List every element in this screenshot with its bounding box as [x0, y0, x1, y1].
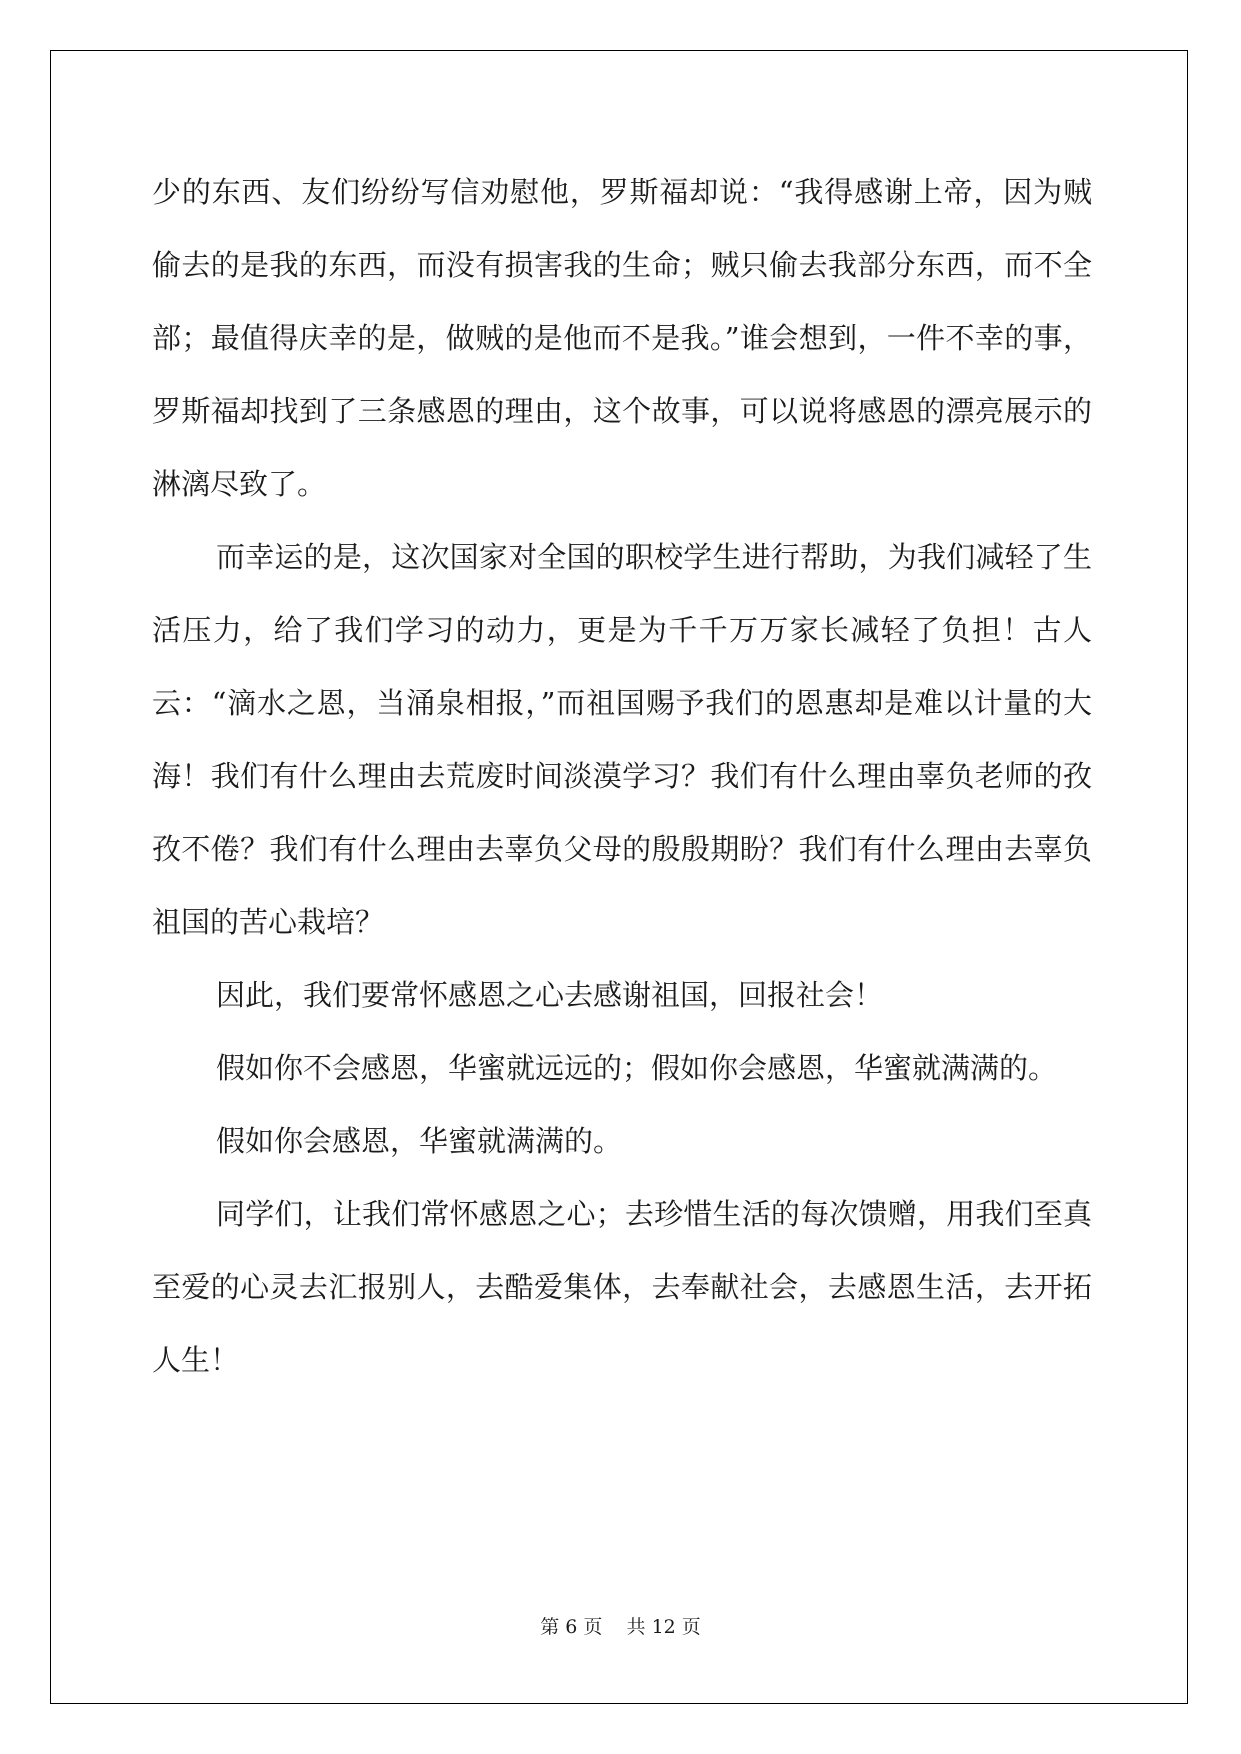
paragraph: 假如你不会感恩，华蜜就远远的；假如你会感恩，华蜜就满满的。	[216, 1051, 1058, 1085]
paragraph-continuation: 少的东西、友们纷纷写信劝慰他，罗斯福却说：“我得感谢上帝，因为贼偷去的是我的东西，而没有损害我的生命；贼只偷去我部分东西，而不全部；最值得庆幸的是，做贼的是他而不是我。”谁会想到，一件不幸的事，罗斯福却找到了三条感恩的理由，这个故事，可以说将感恩的漂亮展示的淋漓尽致了。	[152, 175, 1092, 501]
document-body	[152, 156, 1092, 1397]
paragraph: 因此，我们要常怀感恩之心去感谢祖国，回报社会！	[216, 978, 884, 1012]
paragraph: 而幸运的是，这次国家对全国的职校学生进行帮助，为我们减轻了生活压力，给了我们学习的动力，更是为千千万万家长减轻了负担！古人云：“滴水之恩，当涌泉相报，”而祖国赐予我们的恩惠却是难以计量的大海！我们有什么理由去荒废时间淡漠学习？我们有什么理由辜负老师的孜孜不倦？我们有什么理由去辜负父母的殷殷期盼？我们有什么理由去辜负祖国的苦心栽培？	[152, 540, 1092, 939]
paragraph: 同学们，让我们常怀感恩之心；去珍惜生活的每次馈赠，用我们至真至爱的心灵去汇报别人，去酷爱集体，去奉献社会，去感恩生活，去开拓人生！	[152, 1197, 1092, 1377]
paragraph: 假如你会感恩，华蜜就满满的。	[216, 1124, 623, 1158]
page-number-footer: 第 6 页 共 12 页	[540, 1616, 701, 1638]
